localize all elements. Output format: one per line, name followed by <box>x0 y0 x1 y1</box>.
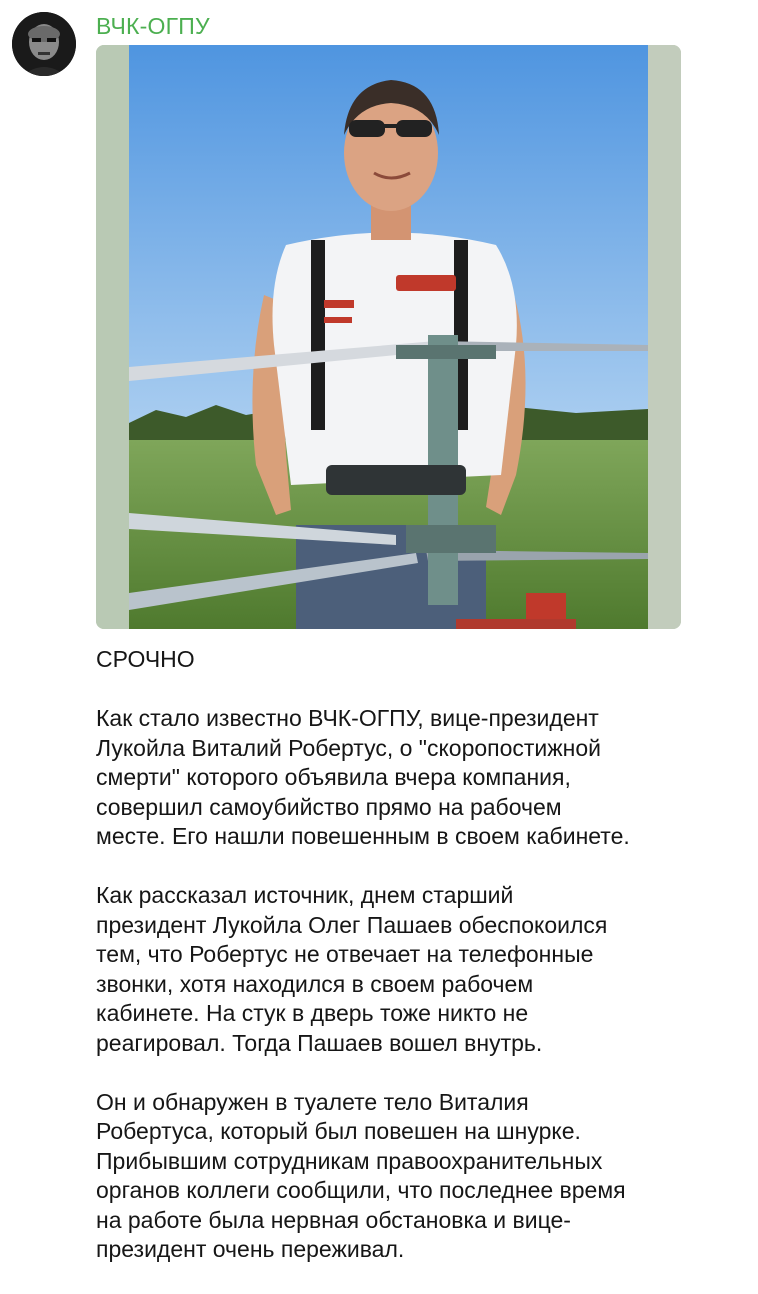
channel-avatar[interactable] <box>12 12 76 76</box>
post-paragraph-2: Как рассказал источник, днем старший президент Лукойла Олег Пашаев обеспокоился тем, что Робертус не отвечает на телефонные звонки, хотя находился в своем рабочем кабинете. На стук в дверь тоже никто не реагировал. Тогда Пашаев вошел внутрь. <box>96 882 608 1056</box>
post-text <box>96 645 726 1294</box>
person-face-icon <box>12 12 76 76</box>
post-photo[interactable] <box>96 45 681 629</box>
post-heading: СРОЧНО <box>96 646 195 672</box>
post-paragraph-3: Он и обнаружен в туалете тело Виталия Робертуса, который был повешен на шнурке. Прибывшим сотрудникам правоохранительных органов коллеги сообщили, что последнее время на работе была нервная обстановка и вице- президент очень переживал. <box>96 1088 626 1262</box>
man-with-rc-helicopter-photo <box>96 45 681 629</box>
post-paragraph-1: Как стало известно ВЧК-ОГПУ, вице-президент Лукойла Виталий Робертус, о "скоропостижной смерти" которого объявила вчера компания, совершил самоубийство прямо на рабочем месте. Его нашли повешенным в своем кабинете. <box>96 705 630 849</box>
channel-name[interactable]: ВЧК-ОГПУ <box>96 13 210 39</box>
